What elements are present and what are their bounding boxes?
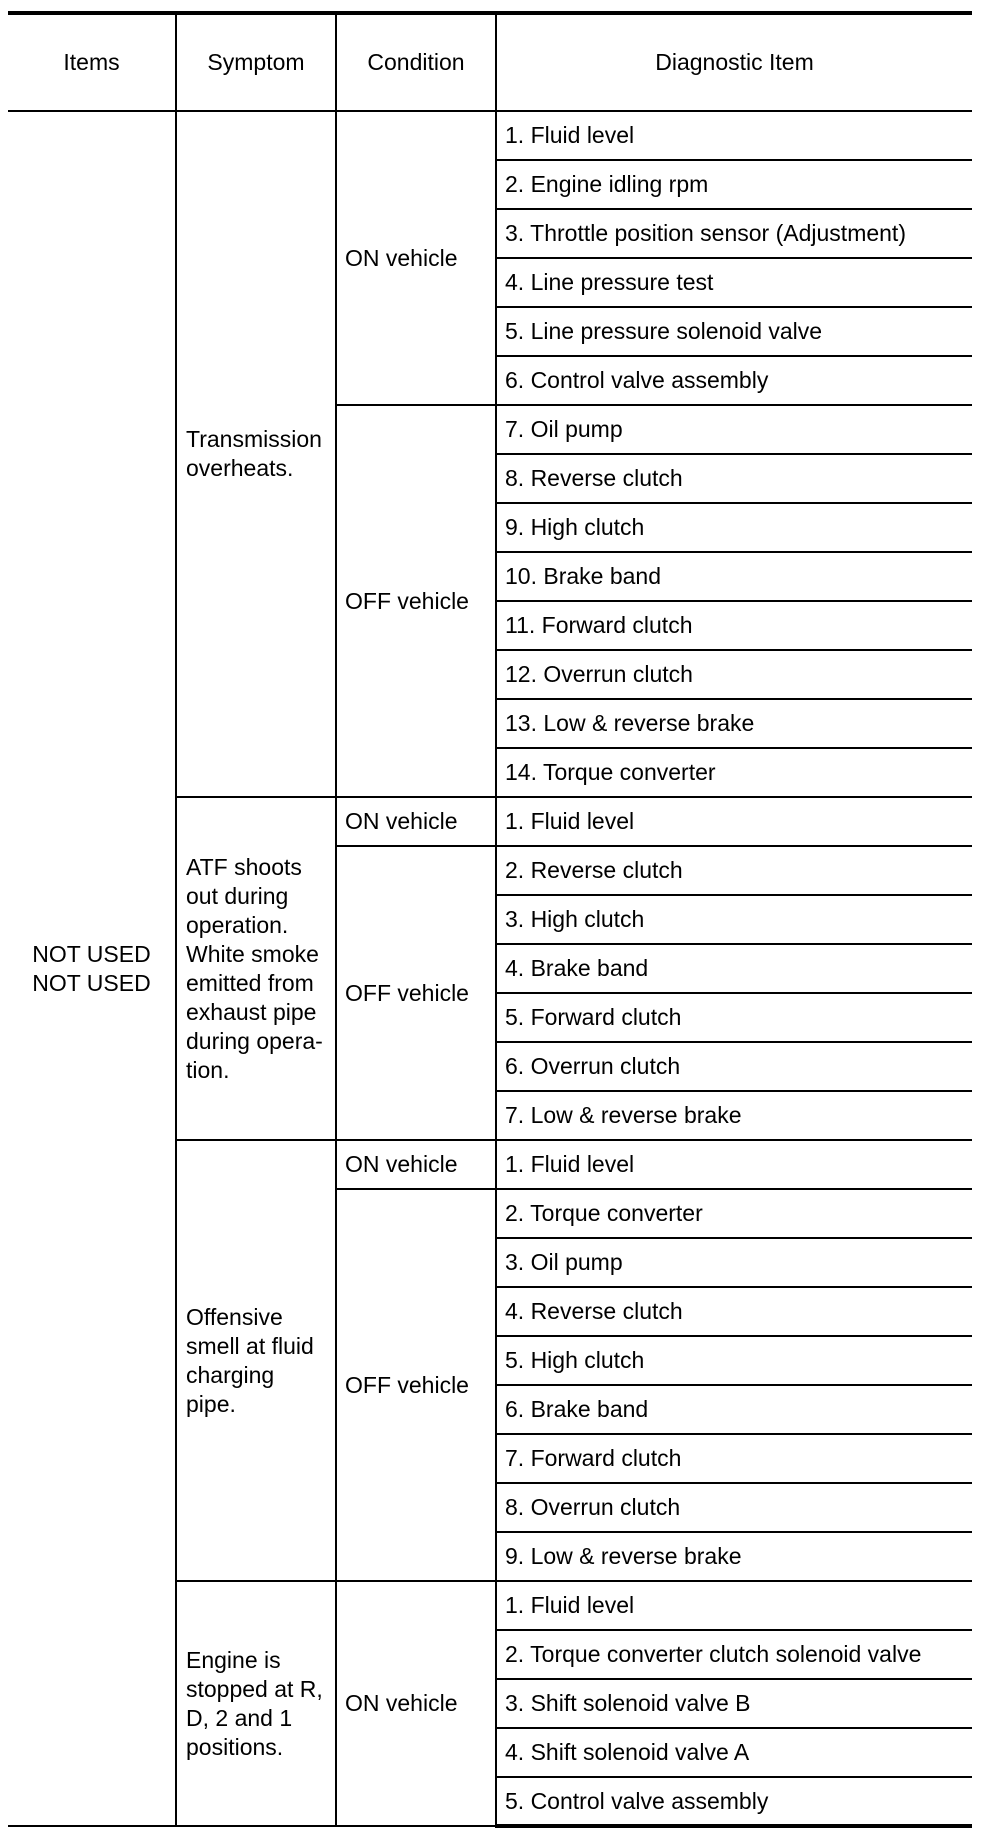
diagnostic-item-cell: 6. Control valve assembly — [496, 356, 972, 405]
diagnostic-item-cell: 2. Torque converter clutch solenoid valve — [496, 1630, 972, 1679]
diagnostic-item-cell: 11. Forward clutch — [496, 601, 972, 650]
diagnostic-item-cell: 4. Brake band — [496, 944, 972, 993]
condition-cell: ON vehicle — [336, 1581, 496, 1826]
symptom-text: exhaust pipe — [186, 998, 317, 1025]
diagnostic-item-cell: 7. Forward clutch — [496, 1434, 972, 1483]
symptom-text: smell at fluid — [186, 1332, 314, 1359]
condition-cell: OFF vehicle — [336, 405, 496, 797]
header-diagnostic-item: Diagnostic Item — [496, 13, 972, 111]
header-row — [8, 13, 972, 111]
diagnostic-item-cell: 3. Shift solenoid valve B — [496, 1679, 972, 1728]
diagnostic-item-cell: 5. High clutch — [496, 1336, 972, 1385]
table-body — [8, 111, 972, 1826]
condition-cell: ON vehicle — [336, 111, 496, 405]
diagnostic-item-cell: 8. Overrun clutch — [496, 1483, 972, 1532]
symptom-text: White smoke — [186, 940, 319, 967]
diagnostic-item-cell: 3. Throttle position sensor (Adjustment) — [496, 209, 972, 258]
diagnostic-item-cell: 10. Brake band — [496, 552, 972, 601]
diagnostic-item-cell: 3. Oil pump — [496, 1238, 972, 1287]
diagnostic-item-cell: 9. Low & reverse brake — [496, 1532, 972, 1581]
diagnostic-item-cell: 2. Torque converter — [496, 1189, 972, 1238]
diagnostic-item-cell: 4. Shift solenoid valve A — [496, 1728, 972, 1777]
diagnostic-item-cell: 4. Line pressure test — [496, 258, 972, 307]
header-symptom: Symptom — [176, 13, 336, 111]
symptom-text: during opera- — [186, 1027, 323, 1054]
items-cell — [8, 111, 176, 1826]
diagnostic-item-cell: 3. High clutch — [496, 895, 972, 944]
diagnostic-item-cell: 13. Low & reverse brake — [496, 699, 972, 748]
diagnostic-item-cell: 2. Reverse clutch — [496, 846, 972, 895]
diagnostic-item-cell: 6. Brake band — [496, 1385, 972, 1434]
items-label: NOT USED — [32, 969, 151, 996]
symptom-cell — [176, 1140, 336, 1581]
diagnostic-item-cell: 5. Forward clutch — [496, 993, 972, 1042]
symptom-text: emitted from — [186, 969, 314, 996]
symptom-cell — [176, 1581, 336, 1826]
header-condition: Condition — [336, 13, 496, 111]
diagnostic-item-cell: 7. Oil pump — [496, 405, 972, 454]
symptom-text: D, 2 and 1 — [186, 1704, 293, 1731]
symptom-text: stopped at R, — [186, 1675, 323, 1702]
condition-cell: ON vehicle — [336, 1140, 496, 1189]
symptom-text: charging — [186, 1361, 275, 1388]
diagnostic-table — [8, 11, 972, 1828]
condition-cell: OFF vehicle — [336, 1189, 496, 1581]
header-items: Items — [8, 13, 176, 111]
diagnostic-item-cell: 9. High clutch — [496, 503, 972, 552]
condition-cell: ON vehicle — [336, 797, 496, 846]
symptom-text: overheats. — [186, 455, 294, 481]
diagnostic-item-cell: 1. Fluid level — [496, 1581, 972, 1630]
items-label: NOT USED — [32, 940, 151, 967]
diagnostic-item-cell: 14. Torque converter — [496, 748, 972, 797]
diagnostic-item-cell: 1. Fluid level — [496, 797, 972, 846]
symptom-text: ATF shoots — [186, 853, 302, 880]
diagnostic-item-cell: 5. Control valve assembly — [496, 1777, 972, 1826]
diagnostic-item-cell: 8. Reverse clutch — [496, 454, 972, 503]
symptom-text: positions. — [186, 1733, 284, 1760]
symptom-text: operation. — [186, 911, 289, 938]
symptom-text: Engine is — [186, 1646, 281, 1673]
diagnostic-item-cell: 4. Reverse clutch — [496, 1287, 972, 1336]
condition-cell: OFF vehicle — [336, 846, 496, 1140]
symptom-cell — [176, 111, 336, 797]
diagnostic-item-cell: 7. Low & reverse brake — [496, 1091, 972, 1140]
diagnostic-item-cell: 6. Overrun clutch — [496, 1042, 972, 1091]
diagnostic-item-cell: 1. Fluid level — [496, 1140, 972, 1189]
symptom-text: Offensive — [186, 1303, 283, 1330]
symptom-cell — [176, 797, 336, 1140]
diagnostic-item-cell: 12. Overrun clutch — [496, 650, 972, 699]
diagnostic-item-cell: 2. Engine idling rpm — [496, 160, 972, 209]
symptom-text: out during — [186, 882, 289, 909]
table-row — [8, 111, 972, 160]
diagnostic-item-cell: 1. Fluid level — [496, 111, 972, 160]
symptom-text: pipe. — [186, 1390, 236, 1417]
symptom-text: Transmission — [186, 426, 322, 452]
symptom-text: tion. — [186, 1056, 230, 1083]
diagnostic-item-cell: 5. Line pressure solenoid valve — [496, 307, 972, 356]
